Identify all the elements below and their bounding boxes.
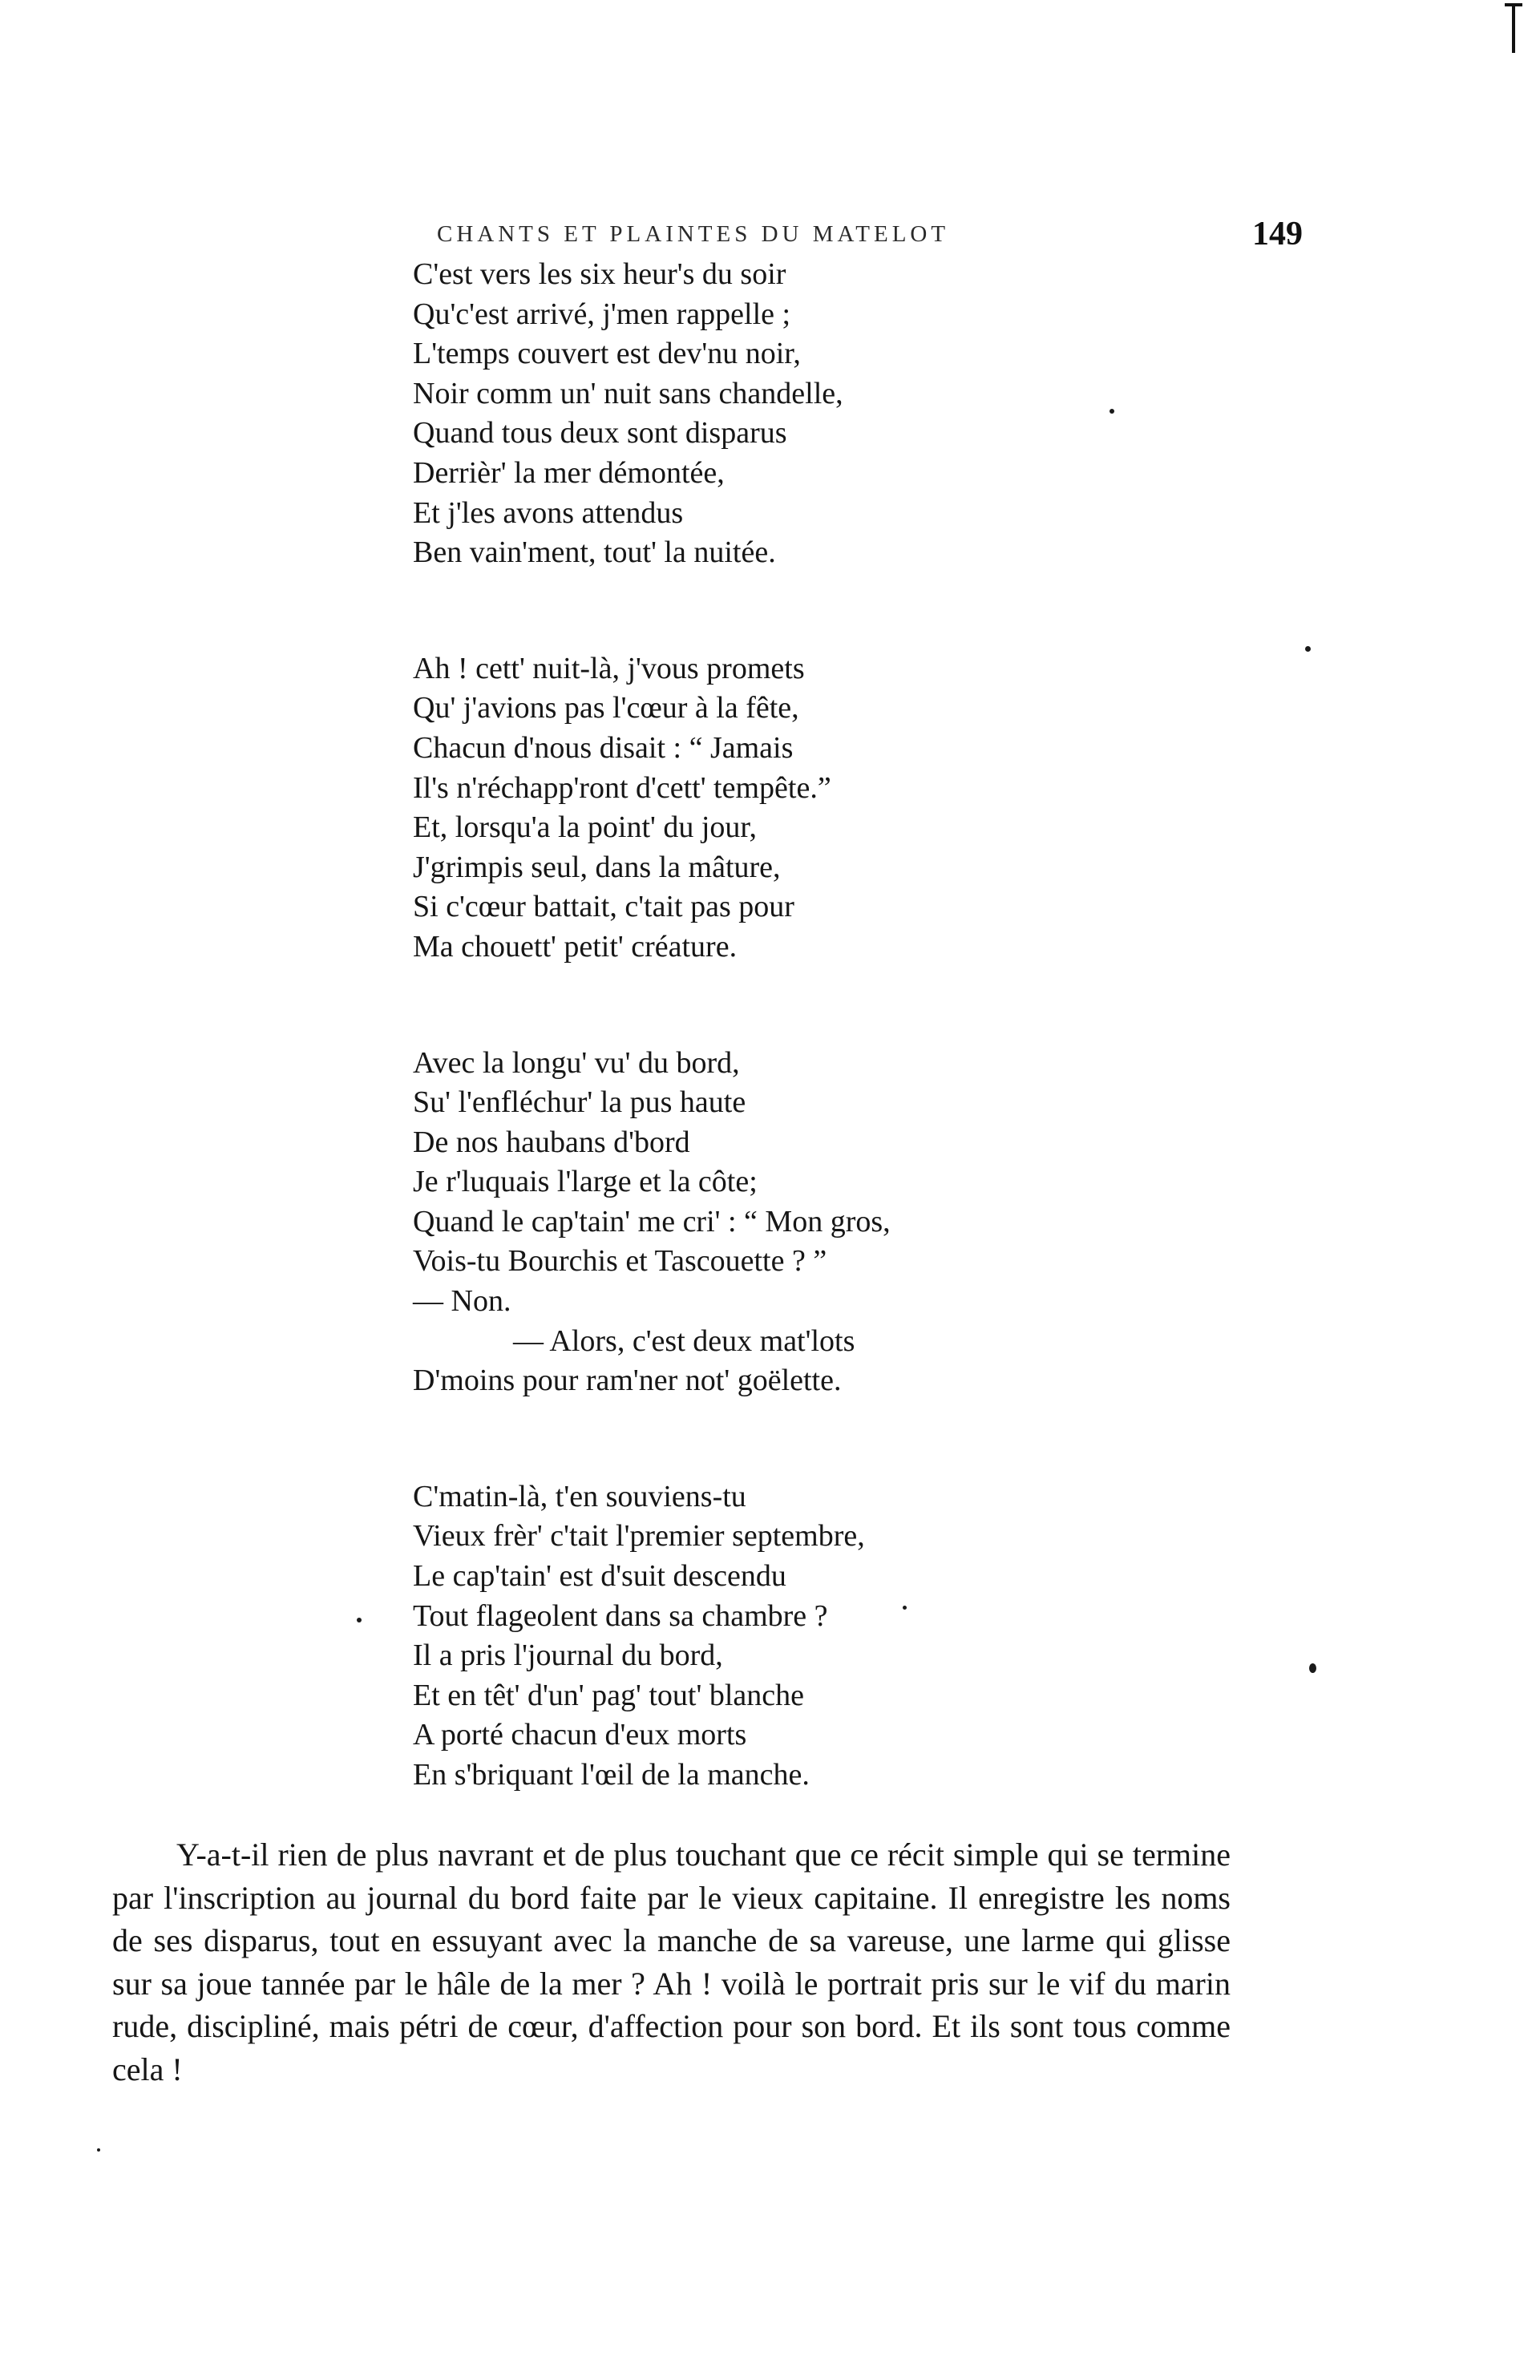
page-number: 149 (1252, 216, 1303, 253)
ink-speck (1305, 646, 1311, 652)
poem-line: Quand tous deux sont disparus (413, 416, 787, 451)
ink-speck (1309, 1663, 1316, 1673)
poem-line: C'matin-là, t'en souviens-tu (413, 1479, 746, 1513)
stanza (413, 255, 1070, 573)
poem-line: Ma chouett' petit' créature. (413, 929, 738, 964)
poem-line: L'temps couvert est dev'nu noir, (413, 337, 801, 371)
poem-line: Il's n'réchapp'ront d'cett' tempête.” (413, 770, 831, 805)
poem-line: J'grimpis seul, dans la mâture, (413, 850, 781, 884)
poem-line: Et en têt' d'un' pag' tout' blanche (413, 1678, 804, 1712)
poem-line: D'moins pour ram'ner not' goëlette. (413, 1364, 842, 1398)
poem-line: Noir comm un' nuit sans chandelle, (413, 376, 843, 410)
poem-line: — Alors, c'est deux mat'lots (513, 1323, 855, 1358)
poem-line: Ah ! cett' nuit-là, j'vous promets (413, 651, 805, 685)
poem-line: Tout flageolent dans sa chambre ? (413, 1598, 828, 1633)
poem-line: Il a pris l'journal du bord, (413, 1639, 723, 1673)
poem-line: Et, lorsqu'a la point' du jour, (413, 810, 758, 845)
stanza (413, 649, 1070, 968)
poem-line: Vois-tu Bourchis et Tascouette ? ” (413, 1244, 827, 1279)
poem-line: Si c'cœur battait, c'tait pas pour (413, 890, 794, 924)
prose-paragraph: Y-a-t-il rien de plus navrant et de plus touchant que ce récit simple qui se termine par l'inscription au journal du bord faite par le vieux capitaine. Il enregistre les noms de ses disparus, tout en essuyant avec la manche de sa vareuse, une larme qui glisse sur sa joue tannée par le hâle de la mer ? Ah ! voilà le portrait pris sur le vif du marin rude, discipliné, mais pétri de cœur, d'affection pour son bord. Et ils sont tous comme cela ! (112, 1837, 1231, 2087)
poem-line: A porté chacun d'eux morts (413, 1718, 747, 1752)
poem-line: Chacun d'nous disait : “ Jamais (413, 730, 794, 765)
poem-line: Avec la longu' vu' du bord, (413, 1045, 740, 1080)
poem-line: Derrièr' la mer démontée, (413, 455, 725, 490)
poem-line: Su' l'enfléchur' la pus haute (413, 1085, 746, 1120)
poem-line: Quand le cap'tain' me cri' : “ Mon gros, (413, 1204, 891, 1238)
poem-line: Et j'les avons attendus (413, 495, 684, 530)
edge-bracket-icon (1502, 0, 1526, 56)
poem-line: — Non. (413, 1284, 511, 1319)
poem-line: Ben vain'ment, tout' la nuitée. (413, 535, 776, 570)
poem-line: En s'briquant l'œil de la manche. (413, 1758, 810, 1792)
poem-line: Qu' j'avions pas l'cœur à la fête, (413, 691, 799, 725)
page-edge-mark (1502, 0, 1526, 56)
ink-speck (1110, 409, 1114, 414)
poem-line: Le cap'tain' est d'suit descendu (413, 1559, 786, 1594)
ink-speck (97, 2148, 100, 2152)
poem-line: C'est vers les six heur's du soir (413, 257, 786, 291)
stanza (413, 1477, 1070, 1796)
running-title: CHANTS ET PLAINTES DU MATELOT (437, 221, 950, 247)
poem-line: De nos haubans d'bord (413, 1125, 690, 1159)
poem-line: Qu'c'est arrivé, j'men rappelle ; (413, 297, 791, 331)
stanza (413, 1044, 1070, 1401)
poem-line: Je r'luquais l'large et la côte; (413, 1165, 758, 1199)
poem-line: Vieux frèr' c'tait l'premier septembre, (413, 1519, 865, 1554)
poem (413, 255, 1070, 1796)
ink-speck (903, 1606, 907, 1610)
ink-speck (357, 1618, 362, 1622)
